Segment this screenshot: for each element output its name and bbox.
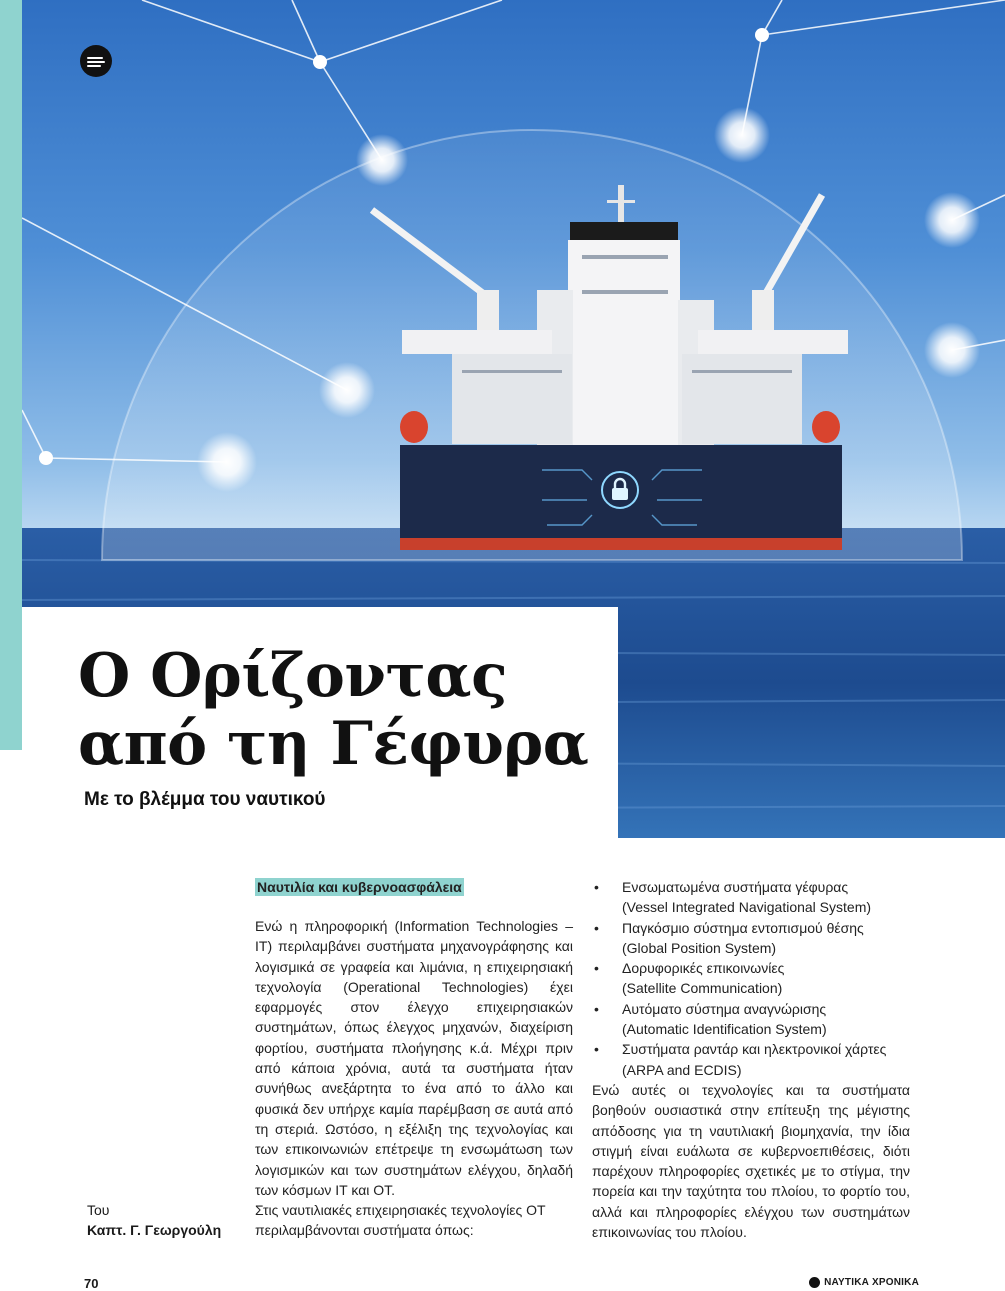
lock-icon (600, 470, 640, 510)
bullet-line-1: Συστήματα ραντάρ και ηλεκτρονικοί χάρτες (622, 1041, 887, 1058)
bullet-line-2: (ARPA and ECDIS) (622, 1061, 742, 1078)
footer-brand (809, 1277, 919, 1288)
list-item (592, 999, 910, 1040)
text-column-2 (592, 877, 910, 1242)
section-heading: Ναυτιλία και κυβερνοασφάλεια (257, 879, 462, 895)
list-item (592, 918, 910, 959)
bullet-list (592, 877, 910, 1080)
bullet-line-2: (Satellite Communication) (622, 980, 783, 997)
title-line-2: από τη Γέφυρα (78, 709, 589, 779)
bullet-line-1: Αυτόματο σύστημα αναγνώρισης (622, 1000, 827, 1017)
bullet-line-1: Ενσωματωμένα συστήματα γέφυρας (622, 879, 849, 895)
byline-prefix: Του (87, 1202, 110, 1218)
bullet-line-1: Παγκόσμιο σύστημα εντοπισμού θέσης (622, 919, 864, 936)
byline-author: Καπτ. Γ. Γεωργούλη (87, 1222, 222, 1238)
title-panel (22, 607, 618, 838)
logo-icon (80, 45, 112, 77)
bullet-line-2: (Automatic Identification System) (622, 1021, 827, 1038)
list-item (592, 877, 910, 918)
list-item (592, 1039, 910, 1080)
page-number: 70 (84, 1276, 99, 1291)
bullet-line-2: (Global Position System) (622, 939, 777, 956)
accent-bar (0, 0, 22, 750)
article-title (78, 642, 588, 778)
brand-logo-icon (809, 1277, 820, 1288)
bullet-line-1: Δορυφορικές επικοινωνίες (622, 960, 785, 977)
list-item (592, 958, 910, 999)
title-line-1: Ο Ορίζοντας (78, 641, 508, 711)
article-subtitle: Με το βλέμμα του ναυτικού (84, 789, 326, 810)
bullet-line-2: (Vessel Integrated Navigational System) (622, 899, 872, 916)
byline (87, 1200, 221, 1240)
text-column-1 (255, 877, 573, 1241)
paragraph-1: Ενώ η πληροφορική (Information Technologies – IT) περιλαμβάνει συστήματα μηχανογράφησης και λογισμικά σε γραφεία και λιμάνια, η επιχειρησιακή τεχνολογία (Operational Technologies) έχει εφαρμογές στον έλεγχο επιχειρησιακών συστημάτων, όπως έλεγχος μηχανών, διαχείριση φορτίου, συστήματα πλοήγησης κ.ά. Μέχρι πριν από κάποια χρόνια, αυτά τα συστήματα ήταν συνήθως ανεξάρτητα το ένα από το άλλο και φυσικά δεν υπήρχε καμία παρέμβαση σε αυτά από τη στεριά. Ωστόσο, η εξέλιξη της τεχνολογίας και των επικοινωνιών επέτρεψε τη ενσωμάτωση των λογισμικών και των συστημάτων ελέγχου, δηλαδή των κόσμων IT και OT. (255, 918, 573, 1198)
brand-name: ΝΑΥΤΙΚΑ ΧΡΟΝΙΚΑ (824, 1277, 919, 1288)
paragraph-3: Ενώ αυτές οι τεχνολογίες και τα συστήματα βοηθούν ουσιαστικά στην επίτευξη της μέγιστης απόδοσης για τη ναυτιλιακή βιομηχανία, την ίδια στιγμή είναι ευάλωτα σε κυβερνοεπιθέσεις, διότι παρέχουν πληροφορίες σχετικές με το στίγμα, την πορεία και την ταχύτητα του πλοίου, το φορτίο του, αλλά και πληροφορίες ελέγχου των συστημάτων επικοινωνίας του πλοίου. (592, 1081, 910, 1241)
paragraph-2: Στις ναυτιλιακές επιχειρησιακές τεχνολογίες OT περιλαμβάνονται συστήματα όπως: (255, 1202, 546, 1239)
